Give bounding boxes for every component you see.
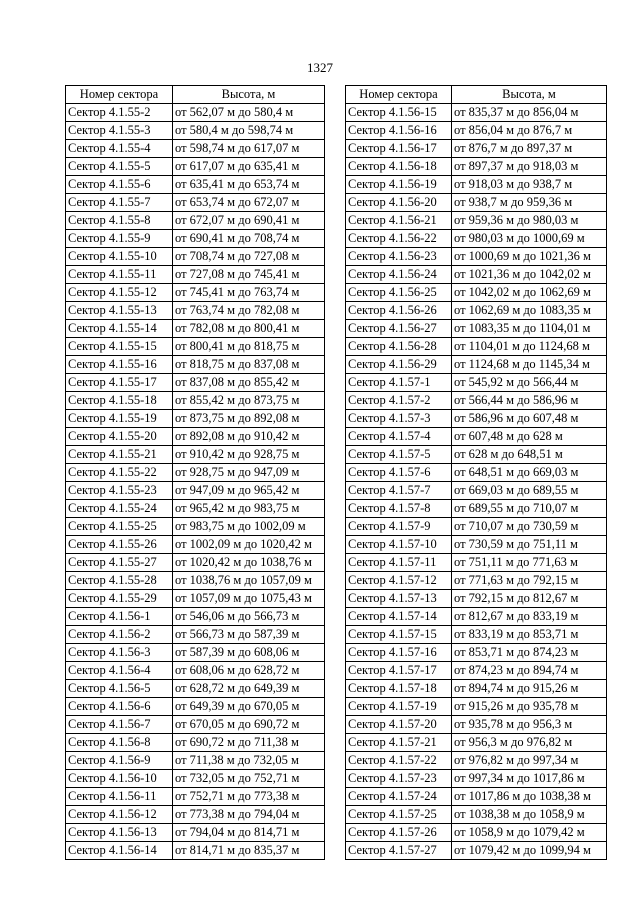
height-range-cell: от 915,26 м до 935,78 м — [452, 698, 607, 716]
table-header-row — [66, 86, 325, 104]
table-row — [66, 626, 325, 644]
sector-number-cell: Сектор 4.1.55-8 — [66, 212, 173, 230]
height-range-cell: от 980,03 м до 1000,69 м — [452, 230, 607, 248]
height-range-cell: от 1057,09 м до 1075,43 м — [173, 590, 325, 608]
height-range-cell: от 1000,69 м до 1021,36 м — [452, 248, 607, 266]
sector-number-header: Номер сектора — [66, 86, 173, 104]
height-range-cell: от 938,7 м до 959,36 м — [452, 194, 607, 212]
height-range-cell: от 580,4 м до 598,74 м — [173, 122, 325, 140]
table-row — [66, 734, 325, 752]
sector-number-cell: Сектор 4.1.57-26 — [346, 824, 452, 842]
sector-number-cell: Сектор 4.1.56-6 — [66, 698, 173, 716]
sector-number-cell: Сектор 4.1.55-22 — [66, 464, 173, 482]
sector-number-cell: Сектор 4.1.57-9 — [346, 518, 452, 536]
sector-number-cell: Сектор 4.1.56-14 — [66, 842, 173, 860]
sector-number-cell: Сектор 4.1.56-5 — [66, 680, 173, 698]
height-header: Высота, м — [173, 86, 325, 104]
sector-number-cell: Сектор 4.1.56-19 — [346, 176, 452, 194]
height-range-cell: от 745,41 м до 763,74 м — [173, 284, 325, 302]
sector-number-cell: Сектор 4.1.56-21 — [346, 212, 452, 230]
table-header-row — [346, 86, 607, 104]
sector-number-cell: Сектор 4.1.56-3 — [66, 644, 173, 662]
table-row — [346, 374, 607, 392]
height-range-cell: от 669,03 м до 689,55 м — [452, 482, 607, 500]
sector-table-left — [65, 85, 325, 860]
height-range-cell: от 1079,42 м до 1099,94 м — [452, 842, 607, 860]
table-row — [346, 428, 607, 446]
table-row — [66, 590, 325, 608]
sector-number-cell: Сектор 4.1.56-8 — [66, 734, 173, 752]
height-range-cell: от 690,41 м до 708,74 м — [173, 230, 325, 248]
height-range-cell: от 983,75 м до 1002,09 м — [173, 518, 325, 536]
height-range-cell: от 562,07 м до 580,4 м — [173, 104, 325, 122]
table-row — [66, 770, 325, 788]
table-row — [66, 284, 325, 302]
sector-number-cell: Сектор 4.1.56-16 — [346, 122, 452, 140]
sector-number-cell: Сектор 4.1.56-17 — [346, 140, 452, 158]
sector-number-cell: Сектор 4.1.57-13 — [346, 590, 452, 608]
height-range-cell: от 833,19 м до 853,71 м — [452, 626, 607, 644]
height-range-cell: от 763,74 м до 782,08 м — [173, 302, 325, 320]
table-row — [66, 698, 325, 716]
height-range-cell: от 566,44 м до 586,96 м — [452, 392, 607, 410]
sector-number-cell: Сектор 4.1.55-21 — [66, 446, 173, 464]
height-header: Высота, м — [452, 86, 607, 104]
table-row — [66, 788, 325, 806]
sector-number-cell: Сектор 4.1.57-6 — [346, 464, 452, 482]
height-range-cell: от 628,72 м до 649,39 м — [173, 680, 325, 698]
height-range-cell: от 800,41 м до 818,75 м — [173, 338, 325, 356]
table-row — [66, 716, 325, 734]
table-row — [346, 446, 607, 464]
table-row — [66, 410, 325, 428]
height-range-cell: от 1002,09 м до 1020,42 м — [173, 536, 325, 554]
table-row — [66, 806, 325, 824]
height-range-cell: от 586,96 м до 607,48 м — [452, 410, 607, 428]
sector-number-cell: Сектор 4.1.57-22 — [346, 752, 452, 770]
sector-number-cell: Сектор 4.1.57-11 — [346, 554, 452, 572]
height-range-cell: от 894,74 м до 915,26 м — [452, 680, 607, 698]
sector-table-right-body — [346, 104, 607, 860]
sector-table-right — [345, 85, 607, 860]
sector-number-cell: Сектор 4.1.56-13 — [66, 824, 173, 842]
page-number: 1327 — [307, 60, 333, 75]
sector-number-cell: Сектор 4.1.56-10 — [66, 770, 173, 788]
sector-number-cell: Сектор 4.1.55-23 — [66, 482, 173, 500]
height-range-cell: от 608,06 м до 628,72 м — [173, 662, 325, 680]
table-row — [346, 356, 607, 374]
table-row — [66, 464, 325, 482]
table-row — [346, 698, 607, 716]
sector-number-cell: Сектор 4.1.57-10 — [346, 536, 452, 554]
height-range-cell: от 897,37 м до 918,03 м — [452, 158, 607, 176]
height-range-cell: от 653,74 м до 672,07 м — [173, 194, 325, 212]
sector-number-cell: Сектор 4.1.57-7 — [346, 482, 452, 500]
table-row — [66, 140, 325, 158]
height-range-cell: от 1124,68 м до 1145,34 м — [452, 356, 607, 374]
table-row — [346, 536, 607, 554]
sector-number-cell: Сектор 4.1.56-24 — [346, 266, 452, 284]
sector-number-cell: Сектор 4.1.56-2 — [66, 626, 173, 644]
sector-number-cell: Сектор 4.1.55-14 — [66, 320, 173, 338]
height-range-cell: от 607,48 м до 628 м — [452, 428, 607, 446]
table-row — [66, 554, 325, 572]
height-range-cell: от 818,75 м до 837,08 м — [173, 356, 325, 374]
table-row — [66, 248, 325, 266]
table-row — [346, 248, 607, 266]
height-range-cell: от 727,08 м до 745,41 м — [173, 266, 325, 284]
table-row — [346, 500, 607, 518]
height-range-cell: от 732,05 м до 752,71 м — [173, 770, 325, 788]
sector-number-cell: Сектор 4.1.57-12 — [346, 572, 452, 590]
height-range-cell: от 856,04 м до 876,7 м — [452, 122, 607, 140]
height-range-cell: от 648,51 м до 669,03 м — [452, 464, 607, 482]
sector-number-cell: Сектор 4.1.56-12 — [66, 806, 173, 824]
sector-number-cell: Сектор 4.1.57-2 — [346, 392, 452, 410]
sector-number-cell: Сектор 4.1.57-16 — [346, 644, 452, 662]
table-row — [66, 392, 325, 410]
sector-number-header: Номер сектора — [346, 86, 452, 104]
sector-number-cell: Сектор 4.1.57-20 — [346, 716, 452, 734]
sector-table-left-body — [66, 104, 325, 860]
table-row — [346, 518, 607, 536]
height-range-cell: от 711,38 м до 732,05 м — [173, 752, 325, 770]
sector-number-cell: Сектор 4.1.56-29 — [346, 356, 452, 374]
height-range-cell: от 598,74 м до 617,07 м — [173, 140, 325, 158]
table-row — [66, 608, 325, 626]
height-range-cell: от 792,15 м до 812,67 м — [452, 590, 607, 608]
height-range-cell: от 794,04 м до 814,71 м — [173, 824, 325, 842]
table-row — [66, 158, 325, 176]
table-row — [66, 446, 325, 464]
sector-number-cell: Сектор 4.1.57-1 — [346, 374, 452, 392]
sector-number-cell: Сектор 4.1.57-27 — [346, 842, 452, 860]
sector-number-cell: Сектор 4.1.57-4 — [346, 428, 452, 446]
table-row — [346, 140, 607, 158]
sector-number-cell: Сектор 4.1.56-28 — [346, 338, 452, 356]
height-range-cell: от 1058,9 м до 1079,42 м — [452, 824, 607, 842]
table-row — [66, 356, 325, 374]
table-row — [346, 680, 607, 698]
height-range-cell: от 566,73 м до 587,39 м — [173, 626, 325, 644]
height-range-cell: от 649,39 м до 670,05 м — [173, 698, 325, 716]
sector-number-cell: Сектор 4.1.57-24 — [346, 788, 452, 806]
table-row — [346, 662, 607, 680]
sector-number-cell: Сектор 4.1.57-14 — [346, 608, 452, 626]
table-row — [346, 392, 607, 410]
sector-number-cell: Сектор 4.1.57-8 — [346, 500, 452, 518]
table-row — [346, 338, 607, 356]
sector-number-cell: Сектор 4.1.56-15 — [346, 104, 452, 122]
table-row — [66, 104, 325, 122]
height-range-cell: от 689,55 м до 710,07 м — [452, 500, 607, 518]
table-row — [346, 824, 607, 842]
height-range-cell: от 546,06 м до 566,73 м — [173, 608, 325, 626]
table-row — [346, 302, 607, 320]
height-range-cell: от 1038,38 м до 1058,9 м — [452, 806, 607, 824]
table-row — [346, 464, 607, 482]
table-row — [66, 500, 325, 518]
height-range-cell: от 918,03 м до 938,7 м — [452, 176, 607, 194]
table-row — [66, 662, 325, 680]
height-range-cell: от 947,09 м до 965,42 м — [173, 482, 325, 500]
height-range-cell: от 710,07 м до 730,59 м — [452, 518, 607, 536]
height-range-cell: от 1062,69 м до 1083,35 м — [452, 302, 607, 320]
sector-number-cell: Сектор 4.1.55-26 — [66, 536, 173, 554]
sector-number-cell: Сектор 4.1.55-9 — [66, 230, 173, 248]
table-row — [66, 536, 325, 554]
table-row — [346, 716, 607, 734]
table-row — [66, 518, 325, 536]
table-row — [66, 824, 325, 842]
table-row — [66, 194, 325, 212]
height-range-cell: от 752,71 м до 773,38 м — [173, 788, 325, 806]
height-range-cell: от 670,05 м до 690,72 м — [173, 716, 325, 734]
table-row — [346, 752, 607, 770]
sector-number-cell: Сектор 4.1.55-3 — [66, 122, 173, 140]
sector-number-cell: Сектор 4.1.55-11 — [66, 266, 173, 284]
table-row — [346, 176, 607, 194]
table-row — [346, 770, 607, 788]
table-row — [346, 230, 607, 248]
sector-number-cell: Сектор 4.1.55-25 — [66, 518, 173, 536]
height-range-cell: от 928,75 м до 947,09 м — [173, 464, 325, 482]
height-range-cell: от 708,74 м до 727,08 м — [173, 248, 325, 266]
sector-number-cell: Сектор 4.1.56-26 — [346, 302, 452, 320]
table-row — [346, 410, 607, 428]
table-row — [66, 644, 325, 662]
sector-number-cell: Сектор 4.1.56-20 — [346, 194, 452, 212]
height-range-cell: от 876,7 м до 897,37 м — [452, 140, 607, 158]
height-range-cell: от 956,3 м до 976,82 м — [452, 734, 607, 752]
height-range-cell: от 628 м до 648,51 м — [452, 446, 607, 464]
sector-number-cell: Сектор 4.1.56-27 — [346, 320, 452, 338]
table-row — [346, 320, 607, 338]
sector-number-cell: Сектор 4.1.55-19 — [66, 410, 173, 428]
table-row — [66, 212, 325, 230]
sector-number-cell: Сектор 4.1.55-27 — [66, 554, 173, 572]
table-row — [346, 626, 607, 644]
table-row — [66, 338, 325, 356]
sector-number-cell: Сектор 4.1.55-7 — [66, 194, 173, 212]
sector-number-cell: Сектор 4.1.55-20 — [66, 428, 173, 446]
sector-number-cell: Сектор 4.1.55-18 — [66, 392, 173, 410]
height-range-cell: от 814,71 м до 835,37 м — [173, 842, 325, 860]
table-row — [346, 482, 607, 500]
sector-number-cell: Сектор 4.1.57-18 — [346, 680, 452, 698]
sector-number-cell: Сектор 4.1.57-5 — [346, 446, 452, 464]
height-range-cell: от 1104,01 м до 1124,68 м — [452, 338, 607, 356]
sector-number-cell: Сектор 4.1.56-4 — [66, 662, 173, 680]
sector-number-cell: Сектор 4.1.56-7 — [66, 716, 173, 734]
table-row — [346, 212, 607, 230]
height-range-cell: от 751,11 м до 771,63 м — [452, 554, 607, 572]
sector-number-cell: Сектор 4.1.56-1 — [66, 608, 173, 626]
sector-number-cell: Сектор 4.1.55-6 — [66, 176, 173, 194]
sector-number-cell: Сектор 4.1.57-19 — [346, 698, 452, 716]
sector-number-cell: Сектор 4.1.55-2 — [66, 104, 173, 122]
sector-number-cell: Сектор 4.1.57-3 — [346, 410, 452, 428]
height-range-cell: от 1021,36 м до 1042,02 м — [452, 266, 607, 284]
table-row — [346, 590, 607, 608]
height-range-cell: от 910,42 м до 928,75 м — [173, 446, 325, 464]
table-row — [346, 194, 607, 212]
height-range-cell: от 959,36 м до 980,03 м — [452, 212, 607, 230]
table-row — [66, 230, 325, 248]
table-row — [66, 752, 325, 770]
height-range-cell: от 812,67 м до 833,19 м — [452, 608, 607, 626]
height-range-cell: от 853,71 м до 874,23 м — [452, 644, 607, 662]
table-row — [346, 608, 607, 626]
table-row — [346, 104, 607, 122]
table-row — [66, 482, 325, 500]
sector-number-cell: Сектор 4.1.57-15 — [346, 626, 452, 644]
table-row — [346, 644, 607, 662]
sector-number-cell: Сектор 4.1.56-18 — [346, 158, 452, 176]
height-range-cell: от 730,59 м до 751,11 м — [452, 536, 607, 554]
sector-number-cell: Сектор 4.1.55-29 — [66, 590, 173, 608]
height-range-cell: от 892,08 м до 910,42 м — [173, 428, 325, 446]
table-row — [346, 734, 607, 752]
height-range-cell: от 1017,86 м до 1038,38 м — [452, 788, 607, 806]
height-range-cell: от 587,39 м до 608,06 м — [173, 644, 325, 662]
table-row — [66, 842, 325, 860]
height-range-cell: от 835,37 м до 856,04 м — [452, 104, 607, 122]
sector-number-cell: Сектор 4.1.56-9 — [66, 752, 173, 770]
sector-number-cell: Сектор 4.1.55-28 — [66, 572, 173, 590]
height-range-cell: от 635,41 м до 653,74 м — [173, 176, 325, 194]
sector-number-cell: Сектор 4.1.57-21 — [346, 734, 452, 752]
sector-number-cell: Сектор 4.1.55-12 — [66, 284, 173, 302]
table-row — [66, 266, 325, 284]
table-row — [66, 374, 325, 392]
table-row — [66, 428, 325, 446]
height-range-cell: от 1042,02 м до 1062,69 м — [452, 284, 607, 302]
table-row — [66, 302, 325, 320]
height-range-cell: от 771,63 м до 792,15 м — [452, 572, 607, 590]
height-range-cell: от 873,75 м до 892,08 м — [173, 410, 325, 428]
sector-number-cell: Сектор 4.1.57-17 — [346, 662, 452, 680]
height-range-cell: от 1083,35 м до 1104,01 м — [452, 320, 607, 338]
sector-number-cell: Сектор 4.1.55-16 — [66, 356, 173, 374]
table-row — [66, 122, 325, 140]
height-range-cell: от 617,07 м до 635,41 м — [173, 158, 325, 176]
table-row — [346, 158, 607, 176]
sector-number-cell: Сектор 4.1.56-11 — [66, 788, 173, 806]
height-range-cell: от 690,72 м до 711,38 м — [173, 734, 325, 752]
sector-number-cell: Сектор 4.1.57-23 — [346, 770, 452, 788]
sector-number-cell: Сектор 4.1.56-23 — [346, 248, 452, 266]
sector-number-cell: Сектор 4.1.55-10 — [66, 248, 173, 266]
height-range-cell: от 782,08 м до 800,41 м — [173, 320, 325, 338]
table-row — [66, 176, 325, 194]
sector-number-cell: Сектор 4.1.55-5 — [66, 158, 173, 176]
table-row — [66, 680, 325, 698]
height-range-cell: от 1038,76 м до 1057,09 м — [173, 572, 325, 590]
table-row — [346, 284, 607, 302]
height-range-cell: от 935,78 м до 956,3 м — [452, 716, 607, 734]
table-row — [346, 806, 607, 824]
table-row — [346, 266, 607, 284]
table-row — [346, 842, 607, 860]
table-row — [66, 572, 325, 590]
table-row — [346, 788, 607, 806]
sector-number-cell: Сектор 4.1.55-15 — [66, 338, 173, 356]
table-row — [346, 554, 607, 572]
height-range-cell: от 773,38 м до 794,04 м — [173, 806, 325, 824]
height-range-cell: от 874,23 м до 894,74 м — [452, 662, 607, 680]
height-range-cell: от 997,34 м до 1017,86 м — [452, 770, 607, 788]
table-row — [346, 572, 607, 590]
sector-number-cell: Сектор 4.1.55-13 — [66, 302, 173, 320]
sector-number-cell: Сектор 4.1.56-22 — [346, 230, 452, 248]
sector-number-cell: Сектор 4.1.56-25 — [346, 284, 452, 302]
sector-number-cell: Сектор 4.1.57-25 — [346, 806, 452, 824]
height-range-cell: от 965,42 м до 983,75 м — [173, 500, 325, 518]
height-range-cell: от 1020,42 м до 1038,76 м — [173, 554, 325, 572]
sector-number-cell: Сектор 4.1.55-24 — [66, 500, 173, 518]
height-range-cell: от 855,42 м до 873,75 м — [173, 392, 325, 410]
height-range-cell: от 672,07 м до 690,41 м — [173, 212, 325, 230]
height-range-cell: от 837,08 м до 855,42 м — [173, 374, 325, 392]
height-range-cell: от 545,92 м до 566,44 м — [452, 374, 607, 392]
table-row — [346, 122, 607, 140]
sector-number-cell: Сектор 4.1.55-17 — [66, 374, 173, 392]
table-row — [66, 320, 325, 338]
height-range-cell: от 976,82 м до 997,34 м — [452, 752, 607, 770]
sector-number-cell: Сектор 4.1.55-4 — [66, 140, 173, 158]
